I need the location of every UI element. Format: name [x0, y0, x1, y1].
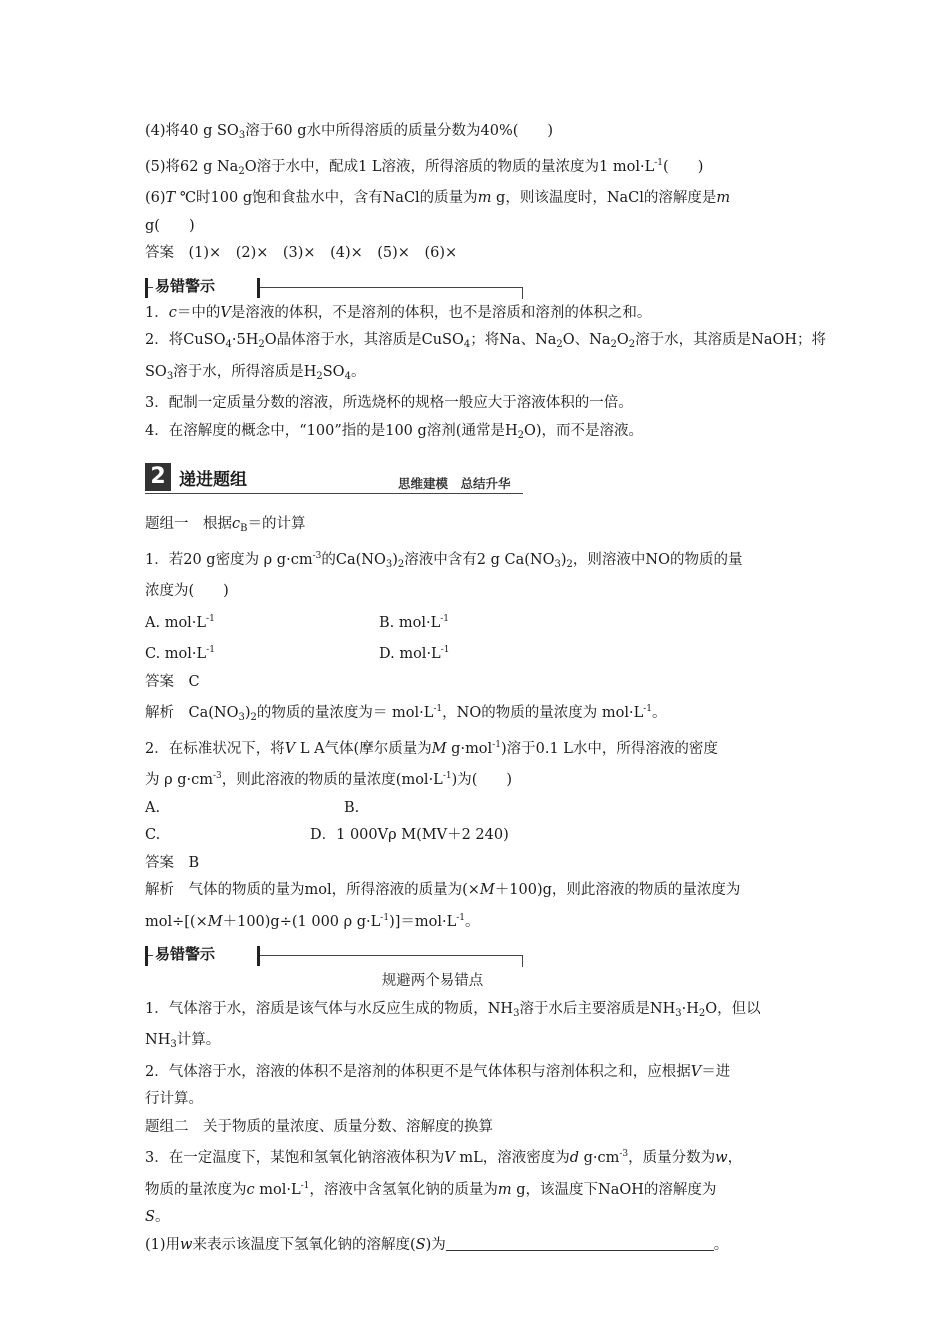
q2-option-c: C. [145, 827, 161, 843]
section-title: 递进题组 [179, 470, 247, 490]
warning2-heading: 规避两个易错点 [381, 973, 484, 989]
section-number: 2 [145, 463, 171, 491]
q1-line2: 浓度为( ) [145, 583, 229, 599]
warning1-p1: 1．c＝中的V是溶液的体积，不是溶剂的体积，也不是溶质和溶剂的体积之和。 [145, 304, 652, 321]
item-6: (6)T ℃时100 g饱和食盐水中，含有NaCl的质量为m g，则该温度时，NaCl的溶解度是m [145, 190, 731, 206]
banner-tick [522, 955, 523, 967]
q2-option-b: B. [344, 799, 360, 816]
q2-explanation-2: mol÷[(×M＋100)g÷(1 000 ρ $g\cdot L^{-1})]=mol\cdot L^{-1}$。 [145, 912, 480, 930]
warning-banner-1 [145, 272, 810, 296]
item-5: (5)将62 g $Na_2O$溶于水中，配成1 L溶液，所得溶质的物质的量浓度为1 $mol\cdot L^{-1}$( ) [145, 157, 704, 177]
section-subtitle: 思维建模 总结升华 [398, 476, 511, 491]
banner-tick [522, 287, 523, 299]
q1-line1: 1．若20 g密度为 ρ $g\cdot cm^{-3}$的$Ca(NO_3)_2$溶液中含有2 g $Ca(NO_3)_2$，则溶液中NO的物质的量 [145, 550, 743, 570]
warning-title-1: 易错警示 [155, 276, 216, 295]
banner-bar-left [145, 946, 148, 966]
q1-explanation: 解析 $Ca(NO_3)_2$的物质的量浓度为＝ $mol\cdot L^{-1}$，NO的物质的量浓度为 $mol\cdot L^{-1}$。 [145, 704, 667, 723]
option-b: B. $mol\cdot L^{-1}$ [379, 613, 450, 631]
banner-line [260, 287, 522, 288]
item-4: (4)将40 g $SO_3$溶于60 g水中所得溶质的质量分数为40%( ) [145, 123, 554, 141]
q1-options-ab [145, 606, 810, 638]
group2-title: 题组二 关于物质的量浓度、质量分数、溶解度的换算 [145, 1118, 493, 1135]
section-underline [145, 493, 523, 494]
q2-options-ab [145, 795, 810, 823]
q2-line1: 2．在标准状况下，将V L A气体(摩尔质量为M g·mol$^{-1}$)溶于0.1 L水中，所得溶液的密度 [145, 739, 718, 757]
q2-option-a: A. [145, 799, 161, 816]
q3-line3: S。 [145, 1209, 170, 1225]
q3-sub1: (1)用w来表示该温度下氢氧化钠的溶解度(S)为 。 [145, 1236, 729, 1253]
banner-bar-left [145, 278, 148, 298]
banner-bar-right [257, 946, 260, 966]
warning2-p3: 2．气体溶于水，溶液的体积不是溶剂的体积更不是气体体积与溶剂体积之和，应根据V＝进 [145, 1063, 731, 1080]
option-a: A. $mol\cdot L^{-1}$ [145, 613, 215, 631]
q3-line2: 物质的量浓度为c $mol\cdot L^{-1}$，溶液中含氢氧化钠的质量为m g，该温度下NaOH的溶解度为 [145, 1180, 717, 1198]
warning1-p3: $SO_3$溶于水，所得溶质是$H_2SO_4$。 [145, 363, 366, 382]
q2-explanation-1: 解析 气体的物质的量为mol，所得溶液的质量为(×M＋100)g，则此溶液的物质的量浓度为 [145, 882, 741, 898]
banner-bar-right [257, 278, 260, 298]
q2-answer: 答案 B [145, 854, 200, 871]
banner-line [260, 955, 522, 956]
item-6-cont: g( ) [145, 217, 195, 234]
warning-title-2: 易错警示 [155, 945, 216, 963]
q2-options-cd [145, 822, 810, 850]
warning1-p2: 2．将$CuSO_4\cdot 5H_2O$晶体溶于水，其溶质是CuSO$_4$；将Na、$Na_2O$、$Na_2O_2$溶于水，其溶质是NaOH；将 [145, 332, 827, 350]
document-page [145, 118, 827, 1259]
warning1-p4: 3．配制一定质量分数的溶液，所选烧杯的规格一般应大于溶液体积的一倍。 [145, 395, 633, 411]
section-header-2 [145, 461, 810, 497]
warning2-p2: $NH_3$计算。 [145, 1032, 221, 1050]
answer-blank[interactable] [446, 1236, 714, 1251]
group1-title: 题组一 根据$c_B=$的计算 [145, 516, 306, 534]
q2-line2: 为 ρ $g\cdot cm^{-3}$，则此溶液的物质的量浓度$(mol\cdot L^{-1})$为( ) [145, 771, 513, 788]
option-c: C. $mol\cdot L^{-1}$ [145, 645, 215, 662]
warning2-p1: 1．气体溶于水，溶质是该气体与水反应生成的物质，$NH_3$溶于水后主要溶质是$NH_3\cdot H_2O$，但以 [145, 1000, 761, 1019]
warning-banner-2 [145, 940, 810, 964]
q1-answer: 答案 C [145, 673, 200, 690]
answer-top: 答案 (1)× (2)× (3)× (4)× (5)× (6)× [145, 245, 458, 261]
q3-line1: 3．在一定温度下，某饱和氢氧化钠溶液体积为V mL，溶液密度为d $g\cdot cm^{-3}$，质量分数为w， [145, 1149, 743, 1166]
q1-options-cd [145, 637, 810, 669]
warning1-p5: 4．在溶解度的概念中，“100”指的是100 g溶剂(通常是$H_2O$)，而不是溶液。 [145, 422, 644, 441]
warning2-p4: 行计算。 [145, 1091, 203, 1107]
q2-option-d: D．1 000Vρ M(MV＋2 240) [310, 827, 509, 843]
option-d: D. $mol\cdot L^{-1}$ [379, 645, 450, 662]
